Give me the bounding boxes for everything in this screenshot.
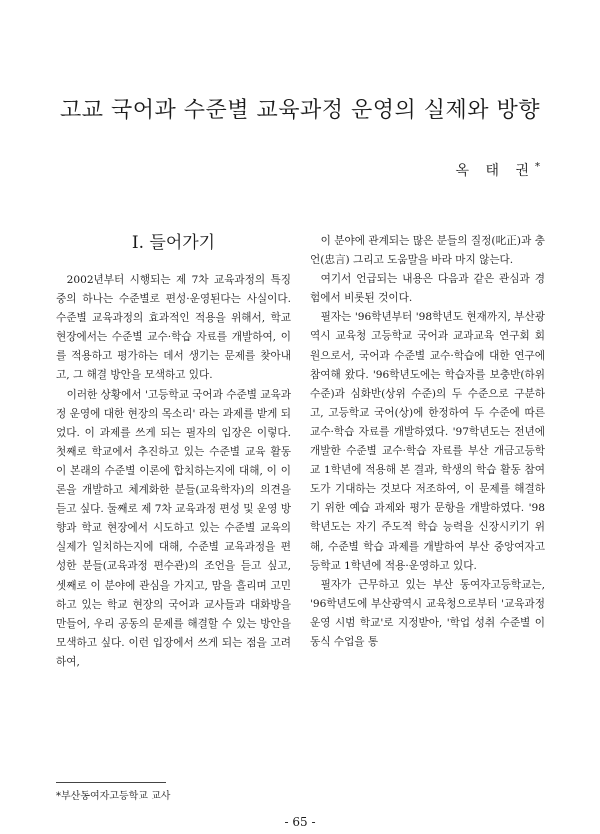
left-paragraph-1: 2002년부터 시행되는 제 7차 교육과정의 특징 중의 하나는 수준별로 편성·운영된다는 사실이다. 수준별 교육과정의 효과적인 적용을 위해서, 학교 현장에서는 수준별 교수·학습 자료를 개발하여, 이를 적용하고 평가하는 데서 생기는 문제를 찾아내고, 그 해결 방안을 모색하고 있다.	[56, 274, 291, 382]
article-title: 고교 국어과 수준별 교육과정 운영의 실제와 방향	[59, 98, 540, 123]
right-column	[310, 232, 545, 652]
right-paragraph-2: 여기서 언급되는 내용은 다음과 같은 관심과 경험에서 비롯된 것이다.	[310, 273, 545, 305]
left-column	[56, 230, 291, 672]
author-text: 옥 태 권	[455, 163, 535, 179]
left-paragraph-2: 이러한 상황에서 '고등학교 국어과 수준별 교육과정 운영에 대한 현장의 목소리' 라는 과제를 받게 되었다. 이 과제를 쓰게 되는 필자의 입장은 이렇다. 첫째로 학교에서 추진하고 있는 수준별 교육 활동이 본래의 수준별 이론에 합치하는지에 대해, 이 이론을 개발하고 체계화한 분들(교육학자)의 의견을 듣고 싶다. 둘째로 제 7차 교육과정 편성 및 운영 방향과 학교 현장에서 시도하고 있는 수준별 교육의 실제가 일치하는지에 대해, 수준별 교육과정을 편성한 분들(교육과정 편수관)의 조언을 듣고 싶고, 셋째로 이 분야에 관심을 가지고, 맘을 흘리며 고민하고 있는 학교 현장의 국어과 교사들과 대화방을 만들어, 우리 공동의 문제를 해결할 수 있는 방안을 모색하고 싶다. 이런 입장에서 쓰게 되는 점을 고려하여,	[56, 388, 292, 668]
footnote: *부산동여자고등학교 교사	[56, 791, 171, 802]
page-number: - 65 -	[284, 815, 316, 829]
footnote-divider	[56, 782, 166, 783]
author-name	[456, 160, 540, 180]
section-heading: Ⅰ. 들어가기	[131, 233, 216, 253]
right-paragraph-4: 필자가 근무하고 있는 부산 동여자고등학교는, '96학년도에 부산광역시 교육청으로부터 '교육과정 운영 시범 학교'로 지정받아, '학업 성취 수준별 이동식 수업을 통	[310, 578, 545, 648]
author-footnote-mark: *	[535, 161, 540, 173]
right-paragraph-3: 필자는 '96학년부터 '98학년도 현재까지, 부산광역시 교육청 고등학교 국어과 교과교육 연구회 회원으로서, 국어과 수준별 교수·학습에 대한 연구에 참여해 왔다. '96학년도에는 학습자를 보충반(하위 수준)과 심화반(상위 수준)의 두 수준으로 구분하고, 고등학교 국어(상)에 한정하여 두 수준에 따른 교수·학습 자료를 개발하였다. '97학년도는 전년에 개발한 수준별 교수·학습 자료를 부산 개금고등학교 1학년에 적용해 본 결과, 학생의 학습 활동 참여도가 기대하는 것보다 저조하여, 이 문제를 해결하기 위한 예습 과제와 평가 문항을 개발하였다. '98학년도는 자기 주도적 학습 능력을 신장시키기 위해, 수준별 학습 과제를 개발하여 부산 중앙여자고등학교 1학년에 적용·운영하고 있다.	[310, 311, 545, 572]
right-paragraph-1: 이 분야에 관계되는 많은 분들의 질정(叱正)과 충언(忠言) 그리고 도움말을 바라 마지 않는다.	[310, 235, 545, 267]
